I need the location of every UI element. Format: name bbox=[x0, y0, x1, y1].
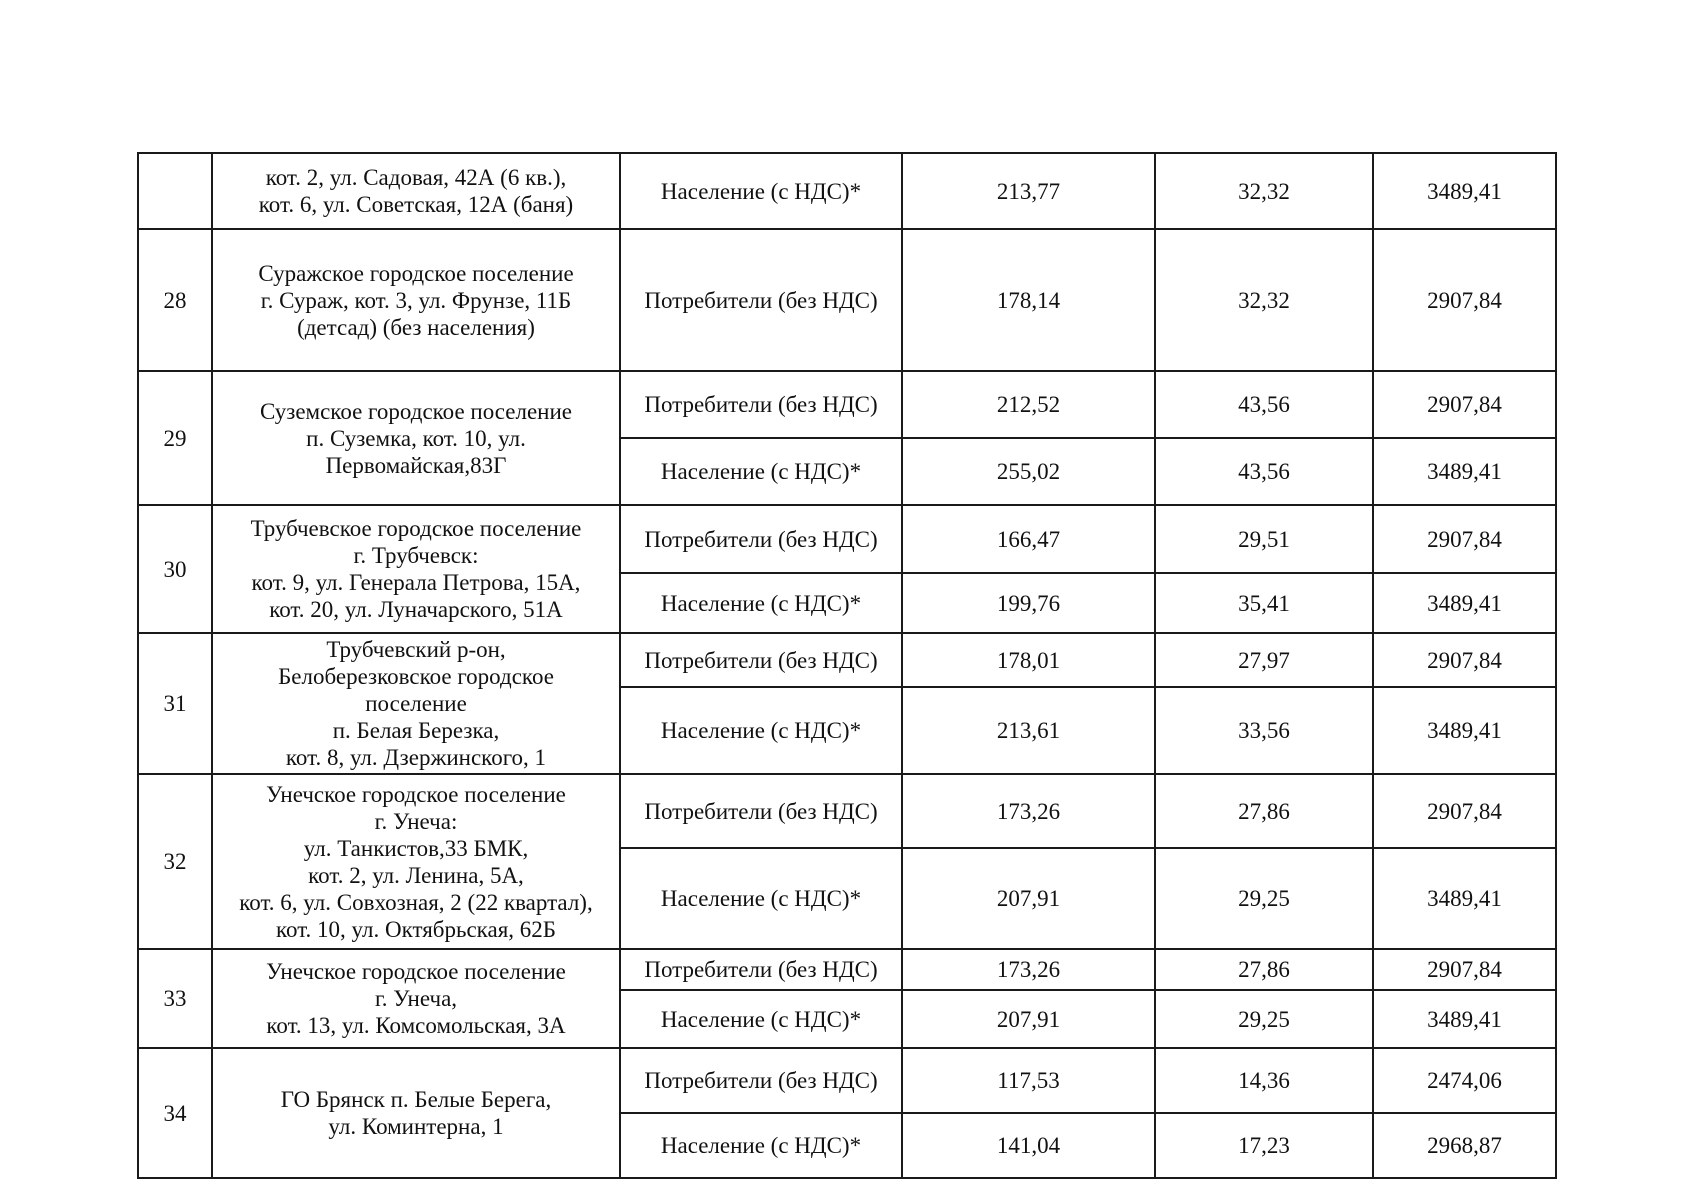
value-cell-3: 2907,84 bbox=[1373, 229, 1556, 371]
location-line: г. Унеча: bbox=[374, 808, 458, 834]
location-line: Белоберезковское городское bbox=[278, 664, 554, 689]
value-cell-3: 2907,84 bbox=[1373, 633, 1556, 687]
table-row bbox=[138, 229, 1556, 371]
value-cell-2: 32,32 bbox=[1155, 229, 1373, 371]
consumer-cell: Население (с НДС)* bbox=[620, 1113, 902, 1178]
location-cell bbox=[212, 153, 620, 229]
table-row bbox=[138, 1048, 1556, 1113]
value-cell-1: 173,26 bbox=[902, 949, 1155, 990]
value-cell-2: 32,32 bbox=[1155, 153, 1373, 229]
value-cell-3: 3489,41 bbox=[1373, 990, 1556, 1048]
location-line: п. Белая Березка, bbox=[332, 718, 500, 743]
value-cell-3: 3489,41 bbox=[1373, 687, 1556, 774]
table-row bbox=[138, 153, 1556, 229]
value-cell-3: 3489,41 bbox=[1373, 573, 1556, 633]
value-cell-3: 3489,41 bbox=[1373, 848, 1556, 949]
location-line: кот. 6, ул. Совхозная, 2 (22 квартал), bbox=[239, 889, 593, 915]
location-line: ул. Танкистов,33 БМК, bbox=[303, 835, 529, 861]
table-row bbox=[138, 633, 1556, 687]
row-number-cell: 31 bbox=[138, 633, 212, 774]
tariff-table-body bbox=[138, 153, 1556, 1178]
consumer-cell: Потребители (без НДС) bbox=[620, 371, 902, 438]
value-cell-3: 2907,84 bbox=[1373, 774, 1556, 848]
value-cell-1: 199,76 bbox=[902, 573, 1155, 633]
location-line: кот. 6, ул. Советская, 12А (баня) bbox=[258, 192, 574, 217]
consumer-cell: Потребители (без НДС) bbox=[620, 949, 902, 990]
value-cell-1: 166,47 bbox=[902, 505, 1155, 573]
consumer-cell: Потребители (без НДС) bbox=[620, 505, 902, 573]
location-line: кот. 20, ул. Луначарского, 51А bbox=[269, 597, 563, 622]
location-line: г. Трубчевск: bbox=[353, 543, 479, 568]
row-number-cell: 33 bbox=[138, 949, 212, 1048]
value-cell-1: 213,61 bbox=[902, 687, 1155, 774]
row-number-cell bbox=[138, 153, 212, 229]
table-row bbox=[138, 505, 1556, 573]
value-cell-1: 207,91 bbox=[902, 848, 1155, 949]
value-cell-2: 35,41 bbox=[1155, 573, 1373, 633]
table-row bbox=[138, 371, 1556, 438]
location-line: (детсад) (без населения) bbox=[297, 314, 535, 340]
location-cell bbox=[212, 774, 620, 949]
location-line: кот. 9, ул. Генерала Петрова, 15А, bbox=[251, 570, 581, 595]
value-cell-2: 33,56 bbox=[1155, 687, 1373, 774]
value-cell-3: 3489,41 bbox=[1373, 438, 1556, 505]
table-row bbox=[138, 774, 1556, 848]
value-cell-3: 3489,41 bbox=[1373, 153, 1556, 229]
value-cell-3: 2474,06 bbox=[1373, 1048, 1556, 1113]
value-cell-1: 117,53 bbox=[902, 1048, 1155, 1113]
value-cell-2: 43,56 bbox=[1155, 371, 1373, 438]
location-cell bbox=[212, 1048, 620, 1178]
location-line: кот. 13, ул. Комсомольская, 3А bbox=[266, 1013, 566, 1038]
value-cell-1: 141,04 bbox=[902, 1113, 1155, 1178]
value-cell-1: 213,77 bbox=[902, 153, 1155, 229]
location-line: кот. 2, ул. Садовая, 42А (6 кв.), bbox=[265, 165, 567, 190]
location-line: кот. 8, ул. Дзержинского, 1 bbox=[285, 745, 547, 770]
location-line: п. Суземка, кот. 10, ул. bbox=[306, 425, 526, 451]
value-cell-1: 178,01 bbox=[902, 633, 1155, 687]
location-line: кот. 10, ул. Октябрьская, 62Б bbox=[275, 916, 557, 942]
consumer-cell: Потребители (без НДС) bbox=[620, 774, 902, 848]
row-number-cell: 34 bbox=[138, 1048, 212, 1178]
location-line: Суражское городское поселение bbox=[258, 260, 574, 286]
value-cell-3: 2907,84 bbox=[1373, 371, 1556, 438]
location-line: Трубчевское городское поселение bbox=[250, 516, 582, 541]
consumer-cell: Население (с НДС)* bbox=[620, 848, 902, 949]
consumer-cell: Потребители (без НДС) bbox=[620, 633, 902, 687]
value-cell-3: 2968,87 bbox=[1373, 1113, 1556, 1178]
value-cell-2: 29,25 bbox=[1155, 848, 1373, 949]
location-line: Суземское городское поселение bbox=[259, 398, 573, 424]
location-line: г. Унеча, bbox=[374, 986, 458, 1011]
value-cell-2: 14,36 bbox=[1155, 1048, 1373, 1113]
value-cell-1: 255,02 bbox=[902, 438, 1155, 505]
row-number-cell: 29 bbox=[138, 371, 212, 505]
table-row bbox=[138, 949, 1556, 990]
value-cell-2: 27,86 bbox=[1155, 949, 1373, 990]
location-line: Первомайская,83Г bbox=[325, 452, 507, 478]
consumer-cell: Население (с НДС)* bbox=[620, 990, 902, 1048]
value-cell-1: 173,26 bbox=[902, 774, 1155, 848]
consumer-cell: Потребители (без НДС) bbox=[620, 229, 902, 371]
location-line: Унечское городское поселение bbox=[266, 781, 566, 807]
location-cell bbox=[212, 505, 620, 633]
location-line: ГО Брянск п. Белые Берега, bbox=[280, 1087, 552, 1112]
tariff-table bbox=[137, 152, 1557, 1179]
consumer-cell: Население (с НДС)* bbox=[620, 438, 902, 505]
location-cell bbox=[212, 949, 620, 1048]
consumer-cell: Население (с НДС)* bbox=[620, 573, 902, 633]
consumer-cell: Население (с НДС)* bbox=[620, 687, 902, 774]
value-cell-2: 17,23 bbox=[1155, 1113, 1373, 1178]
value-cell-2: 27,86 bbox=[1155, 774, 1373, 848]
value-cell-2: 43,56 bbox=[1155, 438, 1373, 505]
value-cell-2: 29,25 bbox=[1155, 990, 1373, 1048]
value-cell-3: 2907,84 bbox=[1373, 505, 1556, 573]
location-line: кот. 2, ул. Ленина, 5А, bbox=[308, 862, 524, 888]
location-line: г. Сураж, кот. 3, ул. Фрунзе, 11Б bbox=[260, 287, 572, 313]
location-cell bbox=[212, 371, 620, 505]
location-line: ул. Коминтерна, 1 bbox=[328, 1114, 504, 1139]
location-line: поселение bbox=[365, 691, 467, 716]
value-cell-2: 29,51 bbox=[1155, 505, 1373, 573]
value-cell-1: 207,91 bbox=[902, 990, 1155, 1048]
row-number-cell: 28 bbox=[138, 229, 212, 371]
consumer-cell: Население (с НДС)* bbox=[620, 153, 902, 229]
location-cell bbox=[212, 229, 620, 371]
value-cell-1: 178,14 bbox=[902, 229, 1155, 371]
row-number-cell: 32 bbox=[138, 774, 212, 949]
value-cell-1: 212,52 bbox=[902, 371, 1155, 438]
location-cell bbox=[212, 633, 620, 774]
row-number-cell: 30 bbox=[138, 505, 212, 633]
location-line: Унечское городское поселение bbox=[266, 959, 566, 984]
value-cell-2: 27,97 bbox=[1155, 633, 1373, 687]
consumer-cell: Потребители (без НДС) bbox=[620, 1048, 902, 1113]
value-cell-3: 2907,84 bbox=[1373, 949, 1556, 990]
location-line: Трубчевский р-он, bbox=[326, 637, 506, 662]
